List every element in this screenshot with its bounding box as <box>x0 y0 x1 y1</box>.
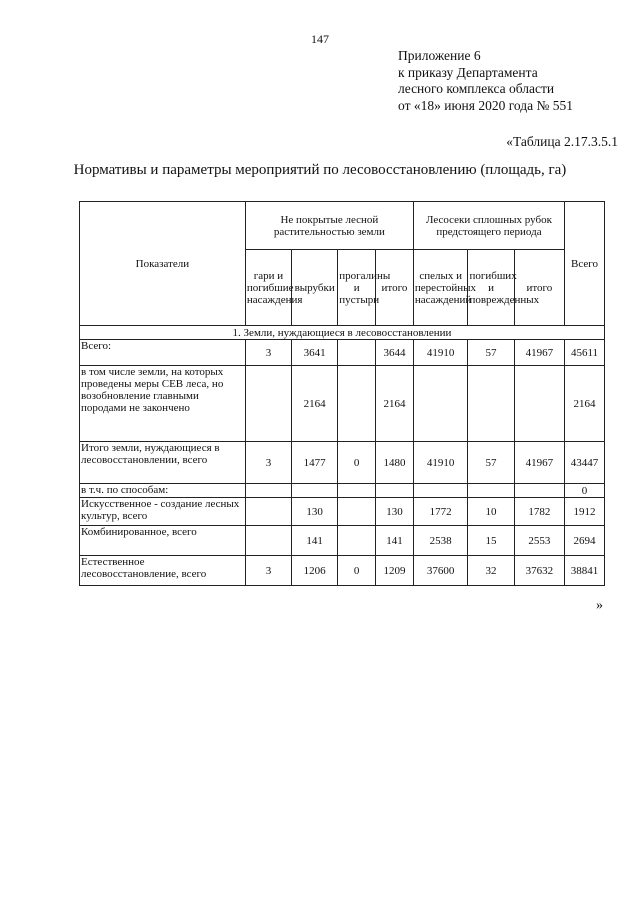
cell-grand-total: 0 <box>565 484 605 498</box>
cell-glades <box>338 366 376 442</box>
header-mature: спелых и перестойных насаждений <box>413 250 468 326</box>
cell-total-1: 141 <box>376 526 414 556</box>
cell-clearcuts: 141 <box>292 526 338 556</box>
table-row <box>80 340 605 366</box>
cell-glades: 0 <box>338 556 376 586</box>
cell-clearcuts: 1206 <box>292 556 338 586</box>
cell-total-2: 41967 <box>514 442 564 484</box>
cell-damaged: 15 <box>468 526 514 556</box>
table-row <box>80 556 605 586</box>
header-damaged: погибших и поврежденных <box>468 250 514 326</box>
cell-glades <box>338 498 376 526</box>
cell-burns: 3 <box>245 442 291 484</box>
cell-damaged <box>468 484 514 498</box>
header-glades: прогалины и пустыри <box>338 250 376 326</box>
cell-total-2 <box>514 366 564 442</box>
cell-total-2: 41967 <box>514 340 564 366</box>
cell-mature: 1772 <box>413 498 468 526</box>
appendix-line: лесного комплекса области <box>398 81 555 96</box>
cell-burns: 3 <box>245 340 291 366</box>
cell-clearcuts: 3641 <box>292 340 338 366</box>
cell-total-1: 2164 <box>376 366 414 442</box>
cell-damaged <box>468 366 514 442</box>
cell-clearcuts <box>292 484 338 498</box>
cell-clearcuts: 2164 <box>292 366 338 442</box>
cell-damaged: 57 <box>468 340 514 366</box>
cell-clearcuts: 1477 <box>292 442 338 484</box>
appendix-block <box>398 48 573 114</box>
cell-glades <box>338 484 376 498</box>
cell-damaged: 10 <box>468 498 514 526</box>
cell-glades <box>338 526 376 556</box>
section-title: 1. Земли, нуждающиеся в лесовосстановлении <box>80 326 605 340</box>
cell-total-2: 37632 <box>514 556 564 586</box>
cell-total-2 <box>514 484 564 498</box>
table-row <box>80 366 605 442</box>
row-label: Комбинированное, всего <box>80 526 246 556</box>
row-label: Итого земли, нуждающиеся в лесовосстановлении, всего <box>80 442 246 484</box>
cell-mature: 41910 <box>413 442 468 484</box>
cell-burns <box>245 526 291 556</box>
header-total-2: итого <box>514 250 564 326</box>
cell-total-1: 1209 <box>376 556 414 586</box>
header-group-uncovered-lands: Не покрытые лесной растительностью земли <box>245 202 413 250</box>
cell-grand-total: 45611 <box>565 340 605 366</box>
cell-total-1: 130 <box>376 498 414 526</box>
cell-grand-total: 38841 <box>565 556 605 586</box>
appendix-line: от «18» июня 2020 года № 551 <box>398 97 574 113</box>
cell-grand-total: 1912 <box>565 498 605 526</box>
cell-grand-total: 2694 <box>565 526 605 556</box>
row-label: в том числе земли, на которых проведены меры СЕВ леса, но возобновление главными породами не закончено <box>80 366 246 442</box>
document-title: Нормативы и параметры мероприятий по лесовосстановлению (площадь, га) <box>73 162 567 178</box>
row-label: в т.ч. по способам: <box>80 484 246 498</box>
table-row <box>80 442 605 484</box>
table-reference: «Таблица 2.17.3.5.1 <box>506 134 618 149</box>
cell-grand-total: 2164 <box>565 366 605 442</box>
cell-mature: 41910 <box>413 340 468 366</box>
header-burns: гари и погибшие насаждения <box>245 250 291 326</box>
appendix-line: к приказу Департамента <box>398 64 538 80</box>
cell-mature <box>413 484 468 498</box>
closing-quote: » <box>596 598 603 613</box>
header-total: Всего <box>565 202 605 326</box>
cell-damaged: 57 <box>468 442 514 484</box>
cell-clearcuts: 130 <box>292 498 338 526</box>
row-label: Естественное лесовосстановление, всего <box>80 556 246 586</box>
cell-total-1: 1480 <box>376 442 414 484</box>
page-number: 147 <box>311 32 329 46</box>
cell-total-2: 1782 <box>514 498 564 526</box>
cell-total-1: 3644 <box>376 340 414 366</box>
row-label: Всего: <box>80 340 246 366</box>
row-label: Искусственное - создание лесных культур, всего <box>80 498 246 526</box>
cell-mature <box>413 366 468 442</box>
table-row <box>80 526 605 556</box>
table-row <box>80 484 605 498</box>
cell-total-1 <box>376 484 414 498</box>
cell-glades <box>338 340 376 366</box>
header-group-clearcut-areas: Лесосеки сплошных рубок предстоящего периода <box>413 202 564 250</box>
cell-burns <box>245 498 291 526</box>
cell-damaged: 32 <box>468 556 514 586</box>
appendix-line: Приложение 6 <box>398 48 481 63</box>
cell-glades: 0 <box>338 442 376 484</box>
header-clearcuts: вырубки <box>292 250 338 326</box>
cell-burns <box>245 484 291 498</box>
header-indicators: Показатели <box>80 202 246 326</box>
header-total-1: итого <box>376 250 414 326</box>
norms-table <box>79 201 605 586</box>
cell-mature: 2538 <box>413 526 468 556</box>
cell-mature: 37600 <box>413 556 468 586</box>
cell-grand-total: 43447 <box>565 442 605 484</box>
cell-burns <box>245 366 291 442</box>
cell-burns: 3 <box>245 556 291 586</box>
table-row <box>80 498 605 526</box>
cell-total-2: 2553 <box>514 526 564 556</box>
